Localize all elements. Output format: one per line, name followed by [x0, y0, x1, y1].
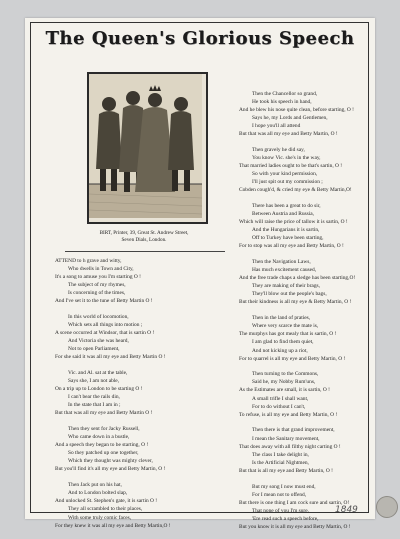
- page-title: The Queen's Glorious Speech: [45, 28, 355, 49]
- verse-line: The murphys has got mealy that is sartin, O !: [239, 331, 337, 338]
- verse-line: Then the Navigation Laws,: [252, 259, 311, 266]
- verse-line: Which will raise the price of tallow it is sartin, O !: [239, 219, 348, 226]
- verse-line: The class I take delight in,: [252, 451, 309, 458]
- verse-line: Vic. and Al. sat at the table,: [68, 370, 128, 377]
- stanza: [239, 90, 400, 138]
- verse-line: On a trip up to London to be starting O !: [55, 386, 143, 393]
- verse-line: But you know it is all my eye and Betty Martin, O !: [239, 523, 351, 530]
- verse-column-right: [239, 90, 400, 539]
- verse-line: For to quarrel is all my eye and Betty Martin, O !: [239, 355, 346, 362]
- verse-column-left: [55, 257, 235, 537]
- verse-line: They'll blow out the people's bags,: [252, 291, 327, 298]
- verse-line: ATTEND to h grave and witty,: [55, 258, 122, 264]
- verse-line: Which sets all things into motion ;: [68, 322, 143, 329]
- verse-line: That none of you I'm sure,: [252, 507, 309, 514]
- verse-line: For they knew it was all my eye and Betty Martin,O !: [55, 522, 171, 529]
- verse-line: And Victoria she was heard,: [68, 338, 129, 345]
- verse-line: So they patched up one together,: [68, 450, 139, 457]
- stanza: [55, 313, 235, 361]
- verse-line: Then they sent for Jacky Russell,: [68, 426, 140, 433]
- verse-line: For I mean not to offend,: [252, 491, 307, 498]
- stanza: [239, 314, 400, 362]
- verse-line: Is the Artificial Nightmen,: [252, 459, 309, 466]
- verse-line: Not to open Parliament,: [68, 346, 120, 353]
- verse-line: I'll just spit out my commission ;: [252, 179, 323, 186]
- stanza: [55, 257, 235, 305]
- verse-line: For to stop was all my eye and Betty Martin, O !: [239, 243, 344, 250]
- divider-rule: [65, 251, 225, 252]
- verse-line: Cobden cough'd, & cried my eye & Betty Martin,O!: [239, 187, 352, 194]
- verse-line: But there is one thing I am cock sure and sartin, O!: [239, 499, 350, 506]
- library-stamp: [376, 496, 398, 518]
- verse-line: Which they thought was mighty clever,: [68, 458, 153, 465]
- imprint-line: Seven Dials, London.: [121, 237, 167, 244]
- verse-line: Is concerning of the times,: [68, 290, 126, 297]
- stanza: [55, 425, 235, 473]
- verse-line: Who came down in a bustle,: [68, 434, 130, 441]
- verse-line: Said he, my Nobby Rum'uns,: [252, 379, 316, 386]
- verse-line: You know Vic. she's in the way,: [252, 155, 321, 162]
- stanza: [239, 370, 400, 418]
- verse-line: But you'll find it's all my eye and Betty Martin, O !: [55, 466, 166, 473]
- woodcut-illustration: [87, 72, 208, 224]
- verse-line: But that was all my eye and Betty Martin O !: [55, 410, 153, 417]
- verse-line: But that was all my eye and Betty Martin, O !: [239, 131, 338, 138]
- verse-line: In this world of locomotion,: [68, 314, 129, 321]
- verse-line: Then gravely he did say,: [252, 147, 305, 154]
- verse-line: Says he, my Lords and Gentlemen,: [252, 115, 328, 122]
- verse-line: Then the Chancellor so grand,: [252, 91, 318, 97]
- verse-line: In the state that I am in ;: [68, 402, 121, 409]
- verse-line: And I've set it to the tune of Betty Martin O !: [55, 298, 153, 305]
- verse-line: But that is all my eye and Betty Martin, O !: [239, 467, 333, 474]
- verse-line: A scene occurred at Windsor, that is sartin O !: [55, 330, 155, 337]
- verse-line: And unlocked St. Stephen's gate, it is sartin O !: [55, 498, 158, 505]
- verse-line: And to London bolted slap,: [68, 490, 128, 497]
- verse-line: That does away with all filthy night carting O !: [239, 443, 341, 450]
- verse-line: And not kicking up a riot,: [252, 347, 308, 354]
- verse-line: But my song I now must end,: [252, 483, 316, 490]
- broadside-sheet: [25, 18, 375, 530]
- verse-line: Has much excitement caused,: [252, 267, 317, 274]
- verse-line: And a speech they began to be starting, O !: [55, 442, 149, 449]
- verse-line: With some truly comic faces,: [68, 514, 132, 521]
- verse-line: I am glad to find them quiet,: [252, 339, 314, 346]
- stanza: [239, 202, 400, 250]
- verse-line: They are making of their brags,: [252, 283, 320, 290]
- stanza: [239, 426, 400, 474]
- verse-line: They all scrambled to their places,: [68, 506, 143, 513]
- verse-line: For she said it was all my eye and Betty Martin O !: [55, 354, 166, 361]
- verse-line: Between Austria and Russia,: [252, 211, 314, 218]
- verse-line: Then in the land of praties,: [252, 315, 311, 322]
- verse-line: Then Jack put on his hat,: [68, 482, 122, 489]
- verse-line: I hope you'll all attend: [252, 123, 301, 130]
- verse-line: There has been a great to do sir,: [252, 203, 321, 210]
- stanza: [239, 258, 400, 306]
- stanza: [55, 369, 235, 417]
- verse-line: And he blew his nose quite clean, before starting, O !: [239, 107, 354, 114]
- verse-line: To refuse, is all my eye and Betty Martin, O !: [239, 411, 338, 418]
- verse-line: But their kindness is all my eye & Betty Martin, O !: [239, 299, 352, 306]
- verse-line: Says she, I am not able,: [68, 378, 120, 385]
- verse-line: Who dwells in Town and City,: [68, 266, 134, 273]
- verse-line: The subject of my rhymes,: [68, 282, 126, 289]
- verse-line: He took his speech in hand,: [252, 99, 312, 106]
- printer-imprint: [59, 230, 229, 245]
- imprint-line: BIRT, Printer, 39, Great St. Andrew Street,: [99, 230, 189, 236]
- verse-line: A small trifle I shall want,: [252, 395, 309, 402]
- stanza: [239, 146, 400, 194]
- verse-line: So with your kind permission,: [252, 171, 318, 178]
- verse-line: I mean the Sanitary movement,: [252, 435, 320, 442]
- verse-line: Then there is that grand improvement,: [252, 427, 335, 434]
- verse-line: As the Estimates are small, it is sartin, O !: [239, 387, 330, 394]
- verse-line: And the Hungarians it is sartin,: [252, 227, 320, 234]
- verse-line: That married ladies ought to be that's sartin, O !: [239, 163, 343, 170]
- verse-line: Then turning to the Commons,: [252, 371, 319, 378]
- verse-line: I can't bear the rails din,: [68, 394, 120, 401]
- verse-line: 'Ere read such a speech before,: [252, 515, 319, 522]
- verse-line: For to do without I can't,: [252, 403, 306, 410]
- stanza: [55, 481, 235, 529]
- verse-line: Off to Turkey have been starting,: [252, 235, 324, 242]
- verse-line: It's a song to amuse you I'm starting O !: [55, 274, 141, 281]
- verse-line: And the free trade chaps a sledge has been starting,O!: [239, 275, 356, 282]
- catalog-mark: 1849: [335, 505, 358, 515]
- verse-line: Where very scarce the mate is,: [252, 323, 319, 330]
